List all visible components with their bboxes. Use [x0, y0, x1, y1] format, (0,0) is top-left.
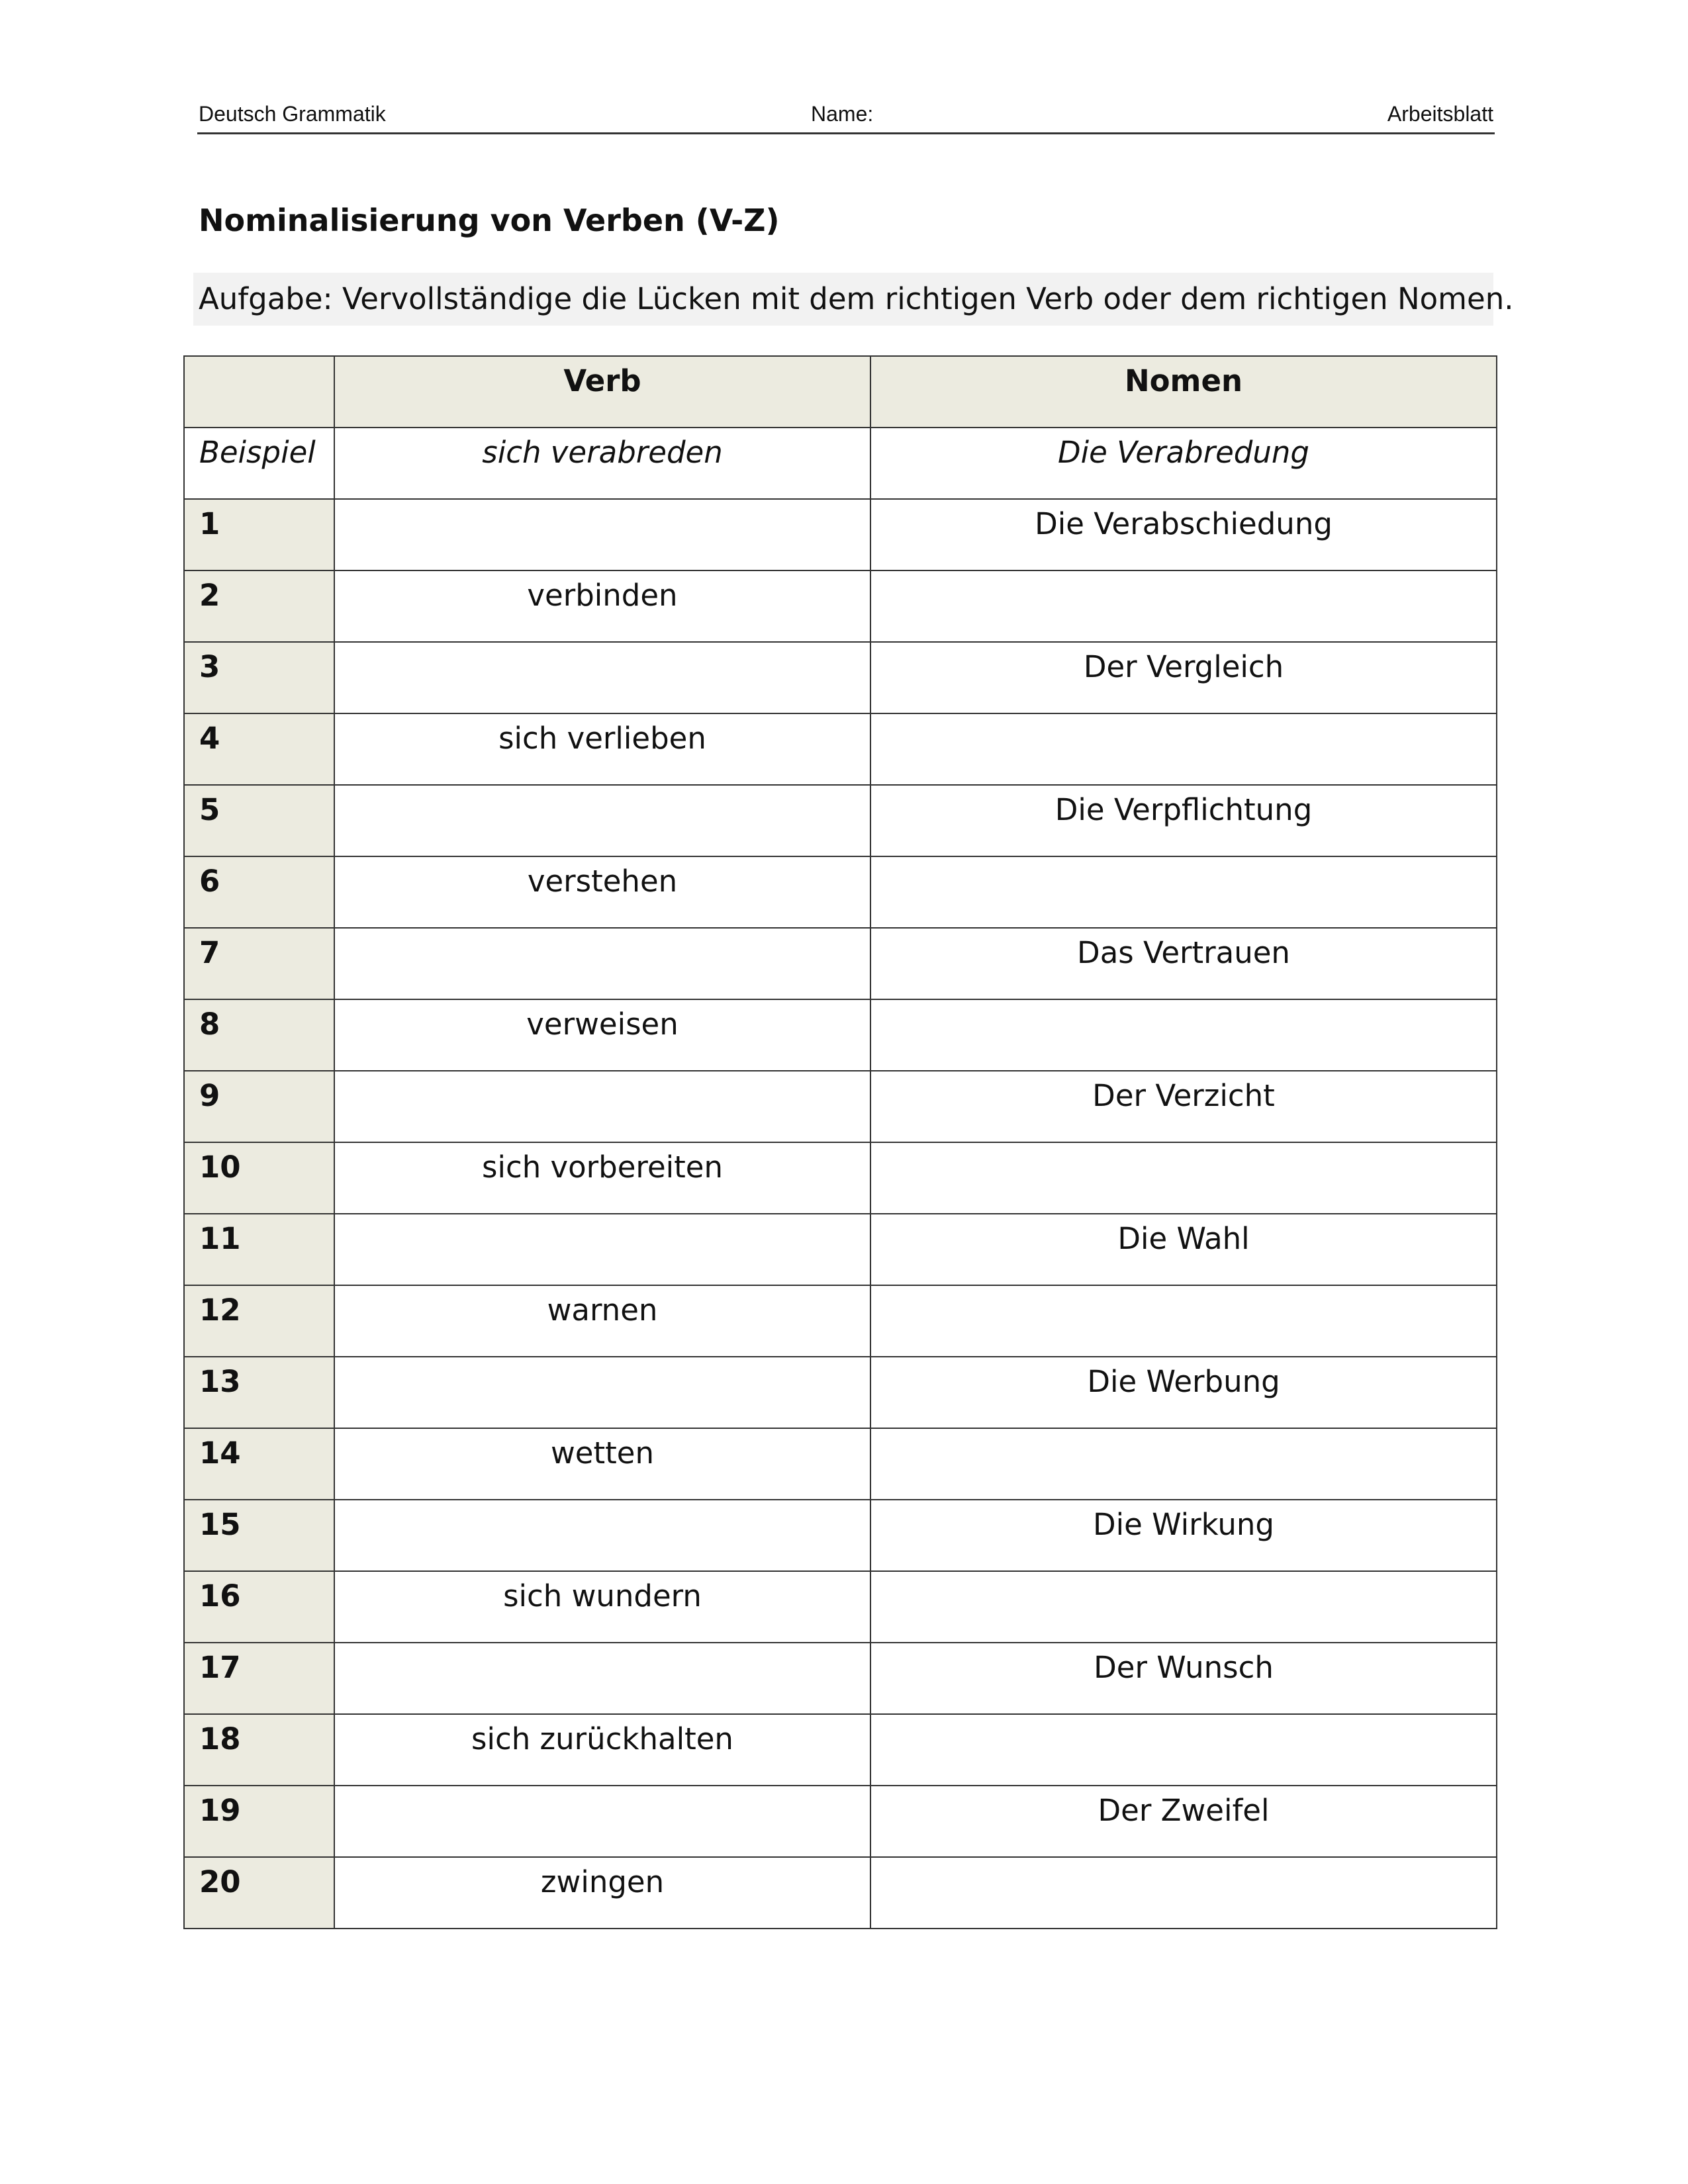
table-row [184, 1285, 1497, 1357]
verb-cell: verbinden [334, 570, 870, 642]
table-row [184, 1714, 1497, 1786]
row-number: 18 [184, 1714, 334, 1786]
task-instruction: Aufgabe: Vervollständige die Lücken mit dem richtigen Verb oder dem richtigen Nomen. [193, 273, 1493, 326]
row-number: 20 [184, 1857, 334, 1929]
table-row [184, 570, 1497, 642]
verb-cell: verstehen [334, 856, 870, 928]
row-number: 2 [184, 570, 334, 642]
header-number-cell [184, 356, 334, 428]
noun-cell [870, 570, 1497, 642]
row-number: 8 [184, 999, 334, 1071]
row-number: 1 [184, 499, 334, 570]
verb-cell: sich vorbereiten [334, 1142, 870, 1214]
page-header [197, 98, 1495, 134]
noun-cell: Die Wirkung [870, 1500, 1497, 1571]
verb-cell [334, 1071, 870, 1142]
table-row [184, 1428, 1497, 1500]
noun-cell [870, 1857, 1497, 1929]
table-row [184, 856, 1497, 928]
row-number: 15 [184, 1500, 334, 1571]
verb-cell: zwingen [334, 1857, 870, 1929]
noun-cell: Die Verpflichtung [870, 785, 1497, 856]
row-number: 19 [184, 1786, 334, 1857]
noun-cell [870, 1142, 1497, 1214]
worksheet-label: Arbeitsblatt [1387, 102, 1493, 126]
table-row [184, 1071, 1497, 1142]
verb-cell: wetten [334, 1428, 870, 1500]
worksheet-table [183, 355, 1497, 1929]
example-noun: Die Verabredung [870, 428, 1497, 499]
name-label: Name: [811, 102, 874, 126]
row-number: 11 [184, 1214, 334, 1285]
verb-cell [334, 1357, 870, 1428]
noun-cell: Die Werbung [870, 1357, 1497, 1428]
table-row [184, 928, 1497, 999]
noun-cell: Der Verzicht [870, 1071, 1497, 1142]
noun-cell [870, 999, 1497, 1071]
noun-cell: Die Wahl [870, 1214, 1497, 1285]
noun-cell [870, 1571, 1497, 1643]
verb-cell [334, 1643, 870, 1714]
noun-cell: Der Zweifel [870, 1786, 1497, 1857]
row-number: 4 [184, 713, 334, 785]
table-row [184, 1571, 1497, 1643]
table-row [184, 1786, 1497, 1857]
table-row [184, 1500, 1497, 1571]
table-row [184, 713, 1497, 785]
table-row [184, 1857, 1497, 1929]
verb-cell [334, 1786, 870, 1857]
verb-cell: sich verlieben [334, 713, 870, 785]
row-number: 5 [184, 785, 334, 856]
verb-cell [334, 928, 870, 999]
noun-cell [870, 1285, 1497, 1357]
verb-cell: sich zurückhalten [334, 1714, 870, 1786]
verb-cell: verweisen [334, 999, 870, 1071]
verb-cell [334, 499, 870, 570]
table-header-row [184, 356, 1497, 428]
example-row [184, 428, 1497, 499]
header-noun-cell: Nomen [870, 356, 1497, 428]
table-row [184, 999, 1497, 1071]
noun-cell: Der Wunsch [870, 1643, 1497, 1714]
example-verb: sich verabreden [334, 428, 870, 499]
table-row [184, 785, 1497, 856]
noun-cell [870, 856, 1497, 928]
row-number: 6 [184, 856, 334, 928]
row-number: 9 [184, 1071, 334, 1142]
table-row [184, 499, 1497, 570]
row-number: 3 [184, 642, 334, 713]
table-row [184, 1142, 1497, 1214]
header-verb-cell: Verb [334, 356, 870, 428]
noun-cell [870, 713, 1497, 785]
noun-cell: Das Vertrauen [870, 928, 1497, 999]
row-number: 10 [184, 1142, 334, 1214]
row-number: 7 [184, 928, 334, 999]
noun-cell [870, 1714, 1497, 1786]
verb-cell [334, 785, 870, 856]
subject-label: Deutsch Grammatik [199, 102, 386, 126]
verb-cell: warnen [334, 1285, 870, 1357]
verb-cell [334, 1214, 870, 1285]
noun-cell: Der Vergleich [870, 642, 1497, 713]
table-row [184, 1643, 1497, 1714]
noun-cell [870, 1428, 1497, 1500]
row-number: 13 [184, 1357, 334, 1428]
table-row [184, 1357, 1497, 1428]
verb-cell [334, 642, 870, 713]
table-row [184, 642, 1497, 713]
row-number: 12 [184, 1285, 334, 1357]
verb-cell: sich wundern [334, 1571, 870, 1643]
page-title: Nominalisierung von Verben (V-Z) [199, 203, 780, 238]
row-number: 17 [184, 1643, 334, 1714]
noun-cell: Die Verabschiedung [870, 499, 1497, 570]
row-number: 14 [184, 1428, 334, 1500]
example-label: Beispiel [184, 428, 334, 499]
table-row [184, 1214, 1497, 1285]
row-number: 16 [184, 1571, 334, 1643]
verb-cell [334, 1500, 870, 1571]
